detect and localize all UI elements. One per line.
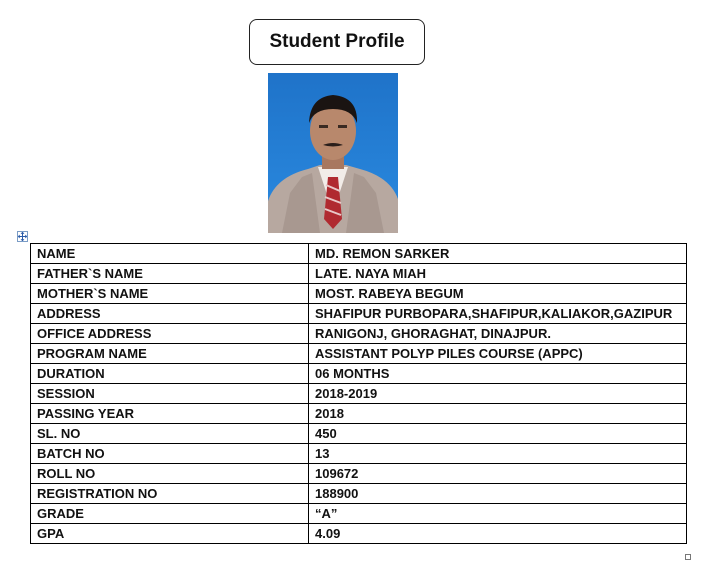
table-row — [31, 284, 687, 304]
table-row — [31, 444, 687, 464]
field-value: RANIGONJ, GHORAGHAT, DINAJPUR. — [309, 324, 687, 344]
field-value: SHAFIPUR PURBOPARA,SHAFIPUR,KALIAKOR,GAZIPUR — [309, 304, 687, 324]
field-value: 109672 — [309, 464, 687, 484]
table-row — [31, 264, 687, 284]
field-label: SESSION — [31, 384, 309, 404]
table-row — [31, 364, 687, 384]
field-label: PROGRAM NAME — [31, 344, 309, 364]
field-value: MOST. RABEYA BEGUM — [309, 284, 687, 304]
field-label: PASSING YEAR — [31, 404, 309, 424]
table-row — [31, 464, 687, 484]
field-value: 06 MONTHS — [309, 364, 687, 384]
student-portrait-icon — [268, 73, 398, 233]
field-value: 2018-2019 — [309, 384, 687, 404]
field-label: REGISTRATION NO — [31, 484, 309, 504]
table-row — [31, 404, 687, 424]
table-row — [31, 244, 687, 264]
field-label: MOTHER`S NAME — [31, 284, 309, 304]
field-label: ADDRESS — [31, 304, 309, 324]
field-value: 2018 — [309, 404, 687, 424]
field-label: ROLL NO — [31, 464, 309, 484]
field-value: 188900 — [309, 484, 687, 504]
table-row — [31, 344, 687, 364]
page-title-text: Student Profile — [269, 31, 405, 52]
field-value: LATE. NAYA MIAH — [309, 264, 687, 284]
field-value: MD. REMON SARKER — [309, 244, 687, 264]
field-value: 13 — [309, 444, 687, 464]
field-value: 4.09 — [309, 524, 687, 544]
table-resize-handle[interactable] — [685, 554, 691, 560]
table-row — [31, 304, 687, 324]
field-label: OFFICE ADDRESS — [31, 324, 309, 344]
table-row — [31, 324, 687, 344]
page-title — [249, 19, 425, 65]
field-label: GPA — [31, 524, 309, 544]
table-row — [31, 524, 687, 544]
field-label: GRADE — [31, 504, 309, 524]
profile-table — [30, 243, 687, 544]
field-label: SL. NO — [31, 424, 309, 444]
field-value: 450 — [309, 424, 687, 444]
field-label: DURATION — [31, 364, 309, 384]
field-value: ASSISTANT POLYP PILES COURSE (APPC) — [309, 344, 687, 364]
student-photo — [268, 73, 398, 233]
table-row — [31, 484, 687, 504]
field-label: BATCH NO — [31, 444, 309, 464]
field-label: NAME — [31, 244, 309, 264]
field-value: “A” — [309, 504, 687, 524]
table-move-handle-icon[interactable] — [17, 231, 28, 242]
field-label: FATHER`S NAME — [31, 264, 309, 284]
table-row — [31, 504, 687, 524]
table-row — [31, 424, 687, 444]
table-row — [31, 384, 687, 404]
